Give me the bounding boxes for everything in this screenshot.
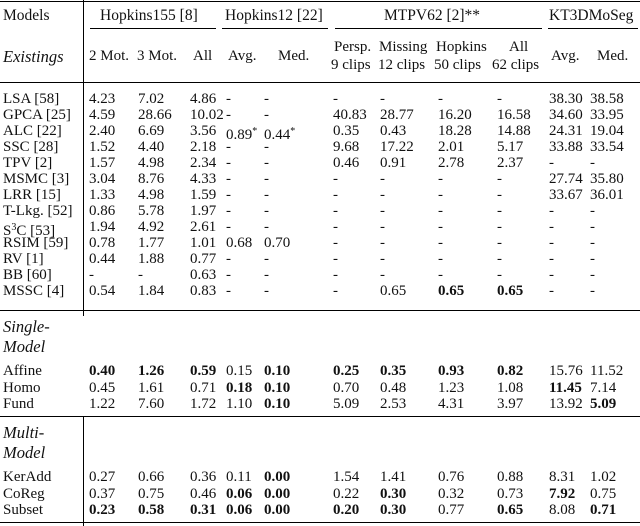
table-cell: - xyxy=(497,171,502,187)
table-cell: 7.14 xyxy=(590,379,617,396)
section-rule xyxy=(0,416,640,417)
table-cell: 1.08 xyxy=(497,379,524,396)
sub-all62-2: 62 clips xyxy=(492,57,540,73)
table-cell: 2.01 xyxy=(438,139,465,155)
table-cell: 0.00 xyxy=(264,469,291,485)
table-cell: 0.44* xyxy=(264,126,296,143)
table-cell: - xyxy=(438,235,443,251)
table-cell: 0.91 xyxy=(380,155,407,171)
table-cell: 13.92 xyxy=(549,396,583,413)
table-cell: 0.00 xyxy=(264,502,291,519)
table-cell: 16.20 xyxy=(438,107,472,123)
table-cell: - xyxy=(226,107,231,123)
table-cell: 11.52 xyxy=(590,363,624,379)
table-cell: - xyxy=(380,91,385,107)
table-cell: - xyxy=(380,171,385,187)
table-cell: 0.70 xyxy=(333,379,360,396)
table-cell: 3.04 xyxy=(89,171,116,187)
table-cell: 1.77 xyxy=(138,235,165,251)
multi-model-label-2: Model xyxy=(3,443,46,462)
row-label: KerAdd xyxy=(3,469,52,485)
table-cell: 0.37 xyxy=(89,485,116,502)
table-cell: 0.76 xyxy=(438,469,465,485)
table-cell: 0.44 xyxy=(89,251,116,267)
table-cell: - xyxy=(333,267,338,283)
table-cell: 1.02 xyxy=(590,469,617,485)
group-rule xyxy=(335,28,542,29)
row-label: Homo xyxy=(3,379,41,396)
table-cell: 0.54 xyxy=(89,283,116,299)
table-cell: - xyxy=(380,203,385,219)
table-cell: - xyxy=(333,91,338,107)
table-cell: - xyxy=(438,187,443,203)
table-cell: 2.37 xyxy=(497,155,524,171)
table-cell: - xyxy=(264,283,269,299)
multi-model-label: Multi- xyxy=(3,423,45,442)
table-cell: 0.83 xyxy=(190,283,217,299)
table-cell: 0.20 xyxy=(333,502,360,519)
row-label: LSA [58] xyxy=(3,91,60,107)
table-cell: - xyxy=(497,91,502,107)
table-cell: 4.33 xyxy=(190,171,217,187)
row-label: MSMC [3] xyxy=(3,171,70,187)
table-cell: 27.74 xyxy=(549,171,583,187)
table-cell: 0.71 xyxy=(590,502,617,519)
table-cell: 34.60 xyxy=(549,107,583,123)
table-cell: - xyxy=(264,219,269,235)
table-cell: - xyxy=(549,219,554,235)
table-cell: 28.66 xyxy=(138,107,172,123)
group-hopkins12: Hopkins12 [22] xyxy=(225,7,323,24)
table-cell: - xyxy=(333,219,338,235)
col-divider-lower xyxy=(83,417,84,526)
table-cell: - xyxy=(497,187,502,203)
table-cell: - xyxy=(226,267,231,283)
table-cell: 33.95 xyxy=(590,107,624,123)
table-cell: 28.77 xyxy=(380,107,414,123)
table-cell: 0.66 xyxy=(138,469,165,485)
table-cell: 2.78 xyxy=(438,155,465,171)
table-cell: - xyxy=(333,203,338,219)
sub-hopkins-1: Hopkins xyxy=(436,39,487,55)
table-cell: 10.02 xyxy=(190,107,224,123)
table-cell: - xyxy=(264,139,269,155)
table-cell: 0.46 xyxy=(190,485,217,502)
table-cell: 6.69 xyxy=(138,123,165,139)
table-cell: - xyxy=(226,283,231,299)
table-cell: - xyxy=(549,283,554,299)
table-cell: 0.35 xyxy=(333,123,360,139)
table-cell: 1.84 xyxy=(138,283,165,299)
top-rule xyxy=(0,1,640,2)
table-cell: - xyxy=(333,171,338,187)
group-hopkins155: Hopkins155 [8] xyxy=(100,7,198,24)
sub-missing-2: 12 clips xyxy=(378,57,426,73)
table-cell: - xyxy=(333,187,338,203)
table-cell: 33.88 xyxy=(549,139,583,155)
table-cell: 3.56 xyxy=(190,123,217,139)
sub-hopkins-2: 50 clips xyxy=(434,57,482,73)
table-cell: 0.27 xyxy=(89,469,116,485)
table-cell: 0.15 xyxy=(226,363,253,379)
table-cell: - xyxy=(89,267,94,283)
table-cell: 17.22 xyxy=(380,139,414,155)
table-cell: 11.45 xyxy=(549,379,582,396)
table-cell: 0.65 xyxy=(438,283,465,299)
sub-persp-1: Persp. xyxy=(334,39,372,55)
table-cell: 4.23 xyxy=(89,91,116,107)
table-cell: 1.23 xyxy=(438,379,465,396)
table-cell: - xyxy=(380,251,385,267)
table-cell: 1.54 xyxy=(333,469,360,485)
table-cell: 4.86 xyxy=(190,91,217,107)
table-cell: 0.36 xyxy=(190,469,217,485)
row-label: BB [60] xyxy=(3,267,52,283)
table-cell: 0.35 xyxy=(380,363,407,379)
table-cell: 0.11 xyxy=(226,469,252,485)
table-cell: 3.97 xyxy=(497,396,524,413)
table-cell: 0.32 xyxy=(438,485,465,502)
table-cell: - xyxy=(380,235,385,251)
table-cell: - xyxy=(497,235,502,251)
table-cell: - xyxy=(226,155,231,171)
table-cell: 2.34 xyxy=(190,155,217,171)
table-cell: - xyxy=(438,91,443,107)
table-cell: - xyxy=(333,251,338,267)
table-cell: 4.98 xyxy=(138,187,165,203)
table-cell: 0.71 xyxy=(190,379,217,396)
table-cell: - xyxy=(264,251,269,267)
table-cell: 0.70 xyxy=(264,235,291,251)
table-cell: 0.58 xyxy=(138,502,165,519)
table-cell: 0.82 xyxy=(497,363,524,379)
table-cell: 0.59 xyxy=(190,363,217,379)
table-cell: 0.40 xyxy=(89,363,116,379)
table-cell: 0.30 xyxy=(380,502,407,519)
table-cell: - xyxy=(590,219,595,235)
row-label: RV [1] xyxy=(3,251,44,267)
table-cell: 24.31 xyxy=(549,123,583,139)
table-cell: - xyxy=(438,203,443,219)
table-cell: 4.59 xyxy=(89,107,116,123)
table-cell: - xyxy=(138,267,143,283)
table-cell: - xyxy=(333,283,338,299)
table-cell: 35.80 xyxy=(590,171,624,187)
table-cell: 19.04 xyxy=(590,123,624,139)
table-cell: 0.63 xyxy=(190,267,217,283)
row-label: Subset xyxy=(3,502,44,519)
row-label: CoReg xyxy=(3,485,45,502)
table-cell: 0.75 xyxy=(590,485,617,502)
table-cell: 0.77 xyxy=(190,251,217,267)
table-cell: - xyxy=(497,219,502,235)
table-cell: 40.83 xyxy=(333,107,367,123)
table-cell: 8.08 xyxy=(549,502,576,519)
table-cell: 0.89* xyxy=(226,126,258,143)
table-cell: 1.94 xyxy=(89,219,116,235)
table-cell: 1.72 xyxy=(190,396,217,413)
row-label: GPCA [25] xyxy=(3,107,71,123)
table-cell: - xyxy=(590,283,595,299)
table-cell: 5.09 xyxy=(333,396,360,413)
sub-avg: Avg. xyxy=(228,48,257,64)
table-cell: 1.88 xyxy=(138,251,165,267)
table-cell: - xyxy=(226,187,231,203)
table-cell: 36.01 xyxy=(590,187,624,203)
table-cell: 2.40 xyxy=(89,123,116,139)
table-cell: 1.26 xyxy=(138,363,165,379)
group-kt3d: KT3DMoSeg xyxy=(549,7,634,24)
table-cell: 1.57 xyxy=(89,155,116,171)
col-divider xyxy=(83,0,84,316)
table-cell: 0.73 xyxy=(497,485,524,502)
table-cell: - xyxy=(438,267,443,283)
table-cell: 33.67 xyxy=(549,187,583,203)
table-cell: 0.88 xyxy=(497,469,524,485)
table-cell: - xyxy=(497,203,502,219)
table-cell: 0.10 xyxy=(264,396,291,413)
table-cell: 0.06 xyxy=(226,485,253,502)
table-cell: - xyxy=(380,187,385,203)
row-label: ALC [22] xyxy=(3,123,62,139)
table-cell: - xyxy=(380,219,385,235)
table-cell: - xyxy=(226,139,231,155)
table-cell: 4.92 xyxy=(138,219,165,235)
table-cell: 18.28 xyxy=(438,123,472,139)
group-mtpv62: MTPV62 [2]** xyxy=(384,7,481,24)
table-cell: 0.43 xyxy=(380,123,407,139)
table-cell: 4.31 xyxy=(438,396,465,413)
table-cell: 16.58 xyxy=(497,107,531,123)
table-cell: 0.18 xyxy=(226,379,253,396)
table-cell: 5.09 xyxy=(590,396,617,413)
table-cell: - xyxy=(264,187,269,203)
table-cell: 0.78 xyxy=(89,235,116,251)
table-cell: - xyxy=(438,171,443,187)
sub-all62-1: All xyxy=(509,39,529,55)
table-cell: 1.01 xyxy=(190,235,217,251)
table-cell: 4.98 xyxy=(138,155,165,171)
table-cell: - xyxy=(590,203,595,219)
table-cell: 38.58 xyxy=(590,91,624,107)
table-cell: - xyxy=(549,235,554,251)
table-cell: 0.48 xyxy=(380,379,407,396)
table-cell: 7.02 xyxy=(138,91,165,107)
row-label: RSIM [59] xyxy=(3,235,69,251)
table-cell: - xyxy=(264,107,269,123)
table-cell: - xyxy=(549,203,554,219)
bottom-rule xyxy=(0,522,640,523)
table-cell: 4.40 xyxy=(138,139,165,155)
table-cell: 2.18 xyxy=(190,139,217,155)
table-cell: - xyxy=(549,155,554,171)
table-cell: - xyxy=(590,251,595,267)
table-cell: 0.65 xyxy=(497,502,524,519)
table-cell: 0.00 xyxy=(264,485,291,502)
table-cell: 0.93 xyxy=(438,363,465,379)
table-cell: 9.68 xyxy=(333,139,360,155)
table-cell: 1.33 xyxy=(89,187,116,203)
single-model-label-2: Model xyxy=(3,337,46,356)
table-cell: - xyxy=(497,267,502,283)
table-cell: 0.45 xyxy=(89,379,116,396)
row-label: $S^3C$ [53] xyxy=(3,222,56,239)
header-rule xyxy=(0,82,640,83)
sub-all: All xyxy=(193,48,213,64)
table-cell: 0.31 xyxy=(190,502,217,519)
table-cell: - xyxy=(438,219,443,235)
table-cell: - xyxy=(264,155,269,171)
single-model-label: Single- xyxy=(3,317,50,336)
table-cell: - xyxy=(438,251,443,267)
table-cell: 38.30 xyxy=(549,91,583,107)
table-cell: 14.88 xyxy=(497,123,531,139)
table-cell: 2.53 xyxy=(380,396,407,413)
table-cell: 7.60 xyxy=(138,396,165,413)
table-cell: - xyxy=(226,171,231,187)
table-cell: - xyxy=(549,267,554,283)
row-label: LRR [15] xyxy=(3,187,61,203)
table-cell: 8.76 xyxy=(138,171,165,187)
table-cell: 0.75 xyxy=(138,485,165,502)
table-cell: 0.23 xyxy=(89,502,116,519)
section-rule xyxy=(0,310,640,311)
table-cell: - xyxy=(380,267,385,283)
group-rule xyxy=(90,28,216,29)
table-cell: 1.61 xyxy=(138,379,165,396)
table-cell: - xyxy=(590,235,595,251)
sub-med: Med. xyxy=(278,48,310,64)
table-cell: 8.31 xyxy=(549,469,576,485)
table-cell: 2.61 xyxy=(190,219,217,235)
table-cell: - xyxy=(590,267,595,283)
row-label: SSC [28] xyxy=(3,139,59,155)
table-cell: 0.86 xyxy=(89,203,116,219)
table-cell: - xyxy=(264,91,269,107)
table-cell: - xyxy=(590,155,595,171)
row-label: Fund xyxy=(3,396,34,413)
table-cell: - xyxy=(264,203,269,219)
table-cell: 7.92 xyxy=(549,485,576,502)
table-cell: - xyxy=(264,171,269,187)
row-label: MSSC [4] xyxy=(3,283,65,299)
table-cell: 0.06 xyxy=(226,502,253,519)
sub-kt-med: Med. xyxy=(597,48,629,64)
table-cell: 1.52 xyxy=(89,139,116,155)
table-cell: 1.41 xyxy=(380,469,407,485)
row-label: T-Lkg. [52] xyxy=(3,203,73,219)
row-label: TPV [2] xyxy=(3,155,53,171)
table-cell: - xyxy=(226,251,231,267)
sub-persp-2: 9 clips xyxy=(331,57,371,73)
sub-2mot: 2 Mot. xyxy=(89,48,130,64)
table-cell: 15.76 xyxy=(549,363,583,379)
sub-kt-avg: Avg. xyxy=(551,48,580,64)
sub-missing-1: Missing xyxy=(379,39,428,55)
table-cell: - xyxy=(226,91,231,107)
row-label: Affine xyxy=(3,363,42,379)
table-cell: 0.77 xyxy=(438,502,465,519)
table-cell: 0.10 xyxy=(264,379,291,396)
table-cell: 0.65 xyxy=(380,283,407,299)
table-cell: 1.97 xyxy=(190,203,217,219)
table-cell: 0.25 xyxy=(333,363,360,379)
table-cell: - xyxy=(226,203,231,219)
table-cell: - xyxy=(549,251,554,267)
models-header: Models xyxy=(3,7,50,24)
table-cell: - xyxy=(226,219,231,235)
table-cell: 1.10 xyxy=(226,396,253,413)
group-rule xyxy=(548,28,638,29)
table-cell: 1.22 xyxy=(89,396,116,413)
table-cell: 0.30 xyxy=(380,485,407,502)
table-cell: 0.10 xyxy=(264,363,291,379)
table-cell: - xyxy=(333,235,338,251)
table-cell: 0.22 xyxy=(333,485,360,502)
sub-3mot: 3 Mot. xyxy=(137,48,178,64)
table-cell: 0.65 xyxy=(497,283,524,299)
table-cell: 33.54 xyxy=(590,139,624,155)
table-cell: 1.59 xyxy=(190,187,217,203)
group-rule xyxy=(222,28,328,29)
table-cell: 0.68 xyxy=(226,235,253,251)
table-cell: - xyxy=(497,251,502,267)
table-cell: 0.46 xyxy=(333,155,360,171)
table-cell: 5.17 xyxy=(497,139,524,155)
existings-header: Existings xyxy=(3,47,64,66)
table-cell: - xyxy=(264,267,269,283)
table-cell: 5.78 xyxy=(138,203,165,219)
